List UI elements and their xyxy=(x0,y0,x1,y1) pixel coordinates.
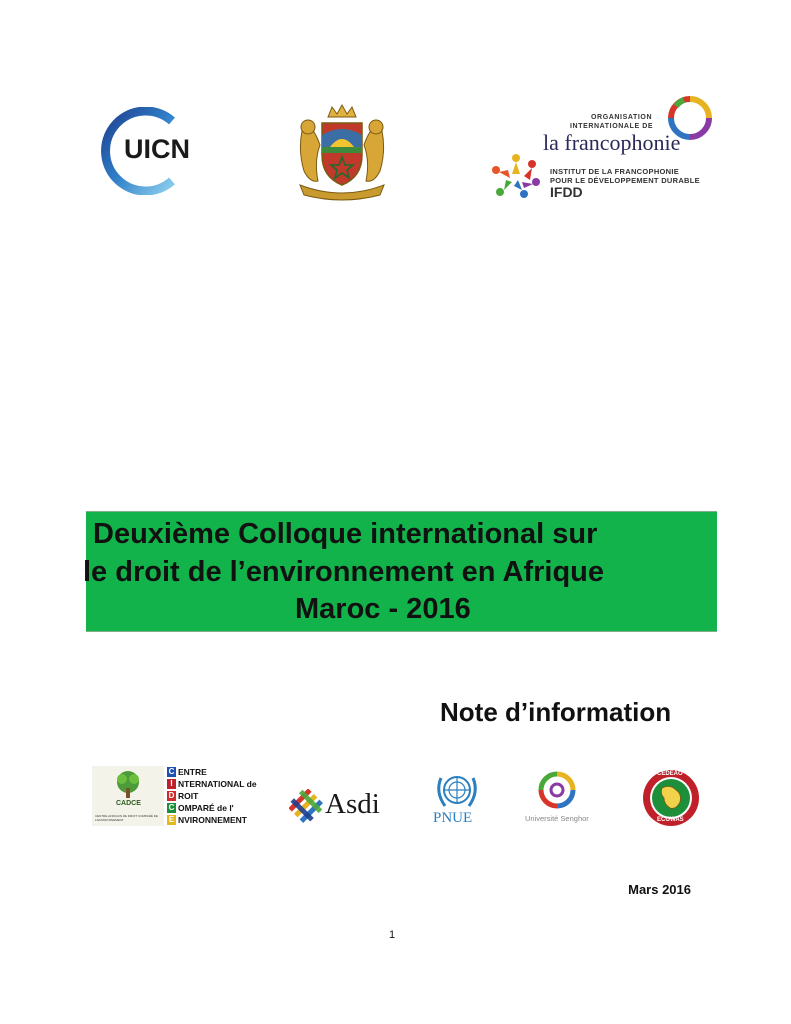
cidce-letter: C xyxy=(168,803,175,812)
cadce-logo xyxy=(92,766,164,826)
francophonie-logo xyxy=(488,92,718,200)
cidce-row xyxy=(167,767,272,779)
cedeao-bottom-text: ECOWAS xyxy=(657,817,684,823)
cidce-row-text: OMPARÉ de l' xyxy=(178,803,234,813)
ifdd-line2: POUR LE DÉVELOPPEMENT DURABLE xyxy=(550,176,700,185)
senghor-swirl-icon xyxy=(535,770,579,812)
title-line-3: Maroc - 2016 xyxy=(295,593,471,625)
senghor-wordmark: Université Senghor xyxy=(525,814,589,823)
morocco-coat-of-arms xyxy=(292,101,392,201)
page-number: 1 xyxy=(389,929,396,941)
un-emblem-icon xyxy=(431,770,483,812)
pnue-logo xyxy=(431,770,483,828)
title-line-2: le droit de l’environnement en Afrique xyxy=(83,556,604,588)
cidce-logo xyxy=(167,767,272,829)
francophonie-org-line2: INTERNATIONALE DE xyxy=(570,123,654,130)
cidce-letter: I xyxy=(167,779,176,789)
senghor-logo xyxy=(521,770,593,826)
cidce-row xyxy=(167,779,272,791)
pnue-wordmark: PNUE xyxy=(433,810,473,826)
uicn-logo xyxy=(94,107,196,195)
uicn-wordmark: UICN xyxy=(124,134,190,164)
asdi-logo xyxy=(289,786,393,826)
francophonie-ring-icon xyxy=(666,94,714,142)
cidce-row xyxy=(167,815,272,827)
cedeao-top-text: CEDEAO xyxy=(657,771,683,777)
cidce-row xyxy=(167,791,272,803)
francophonie-org-line1: ORGANISATION xyxy=(591,114,653,121)
cidce-letter: E xyxy=(168,815,175,824)
cidce-letter: C xyxy=(168,767,175,776)
cidce-row-text: ROIT xyxy=(178,791,199,801)
francophonie-wordmark: la francophonie xyxy=(543,130,681,155)
asdi-wordmark: Asdi xyxy=(325,788,380,820)
ifdd-acronym: IFDD xyxy=(550,184,583,200)
cidce-row-text: NTERNATIONAL de xyxy=(178,779,257,789)
title-line-1: Deuxième Colloque international sur xyxy=(93,518,598,550)
cidce-letter: D xyxy=(168,791,175,800)
cadce-label: CADCE xyxy=(116,800,141,807)
cedeao-logo xyxy=(640,768,702,828)
ifdd-people-icon xyxy=(488,152,544,198)
title-box xyxy=(83,511,717,632)
cadce-caption: CENTRE AFRICAIN DE DROIT COMPARÉ DE L'ENVIRONNEMENT xyxy=(95,814,158,822)
page-subtitle: Note d’information xyxy=(440,697,672,727)
ifdd-line1: INSTITUT DE LA FRANCOPHONIE xyxy=(550,167,680,176)
document-date: Mars 2016 xyxy=(628,882,691,897)
coat-of-arms-icon xyxy=(292,101,392,201)
asdi-weave-icon xyxy=(289,789,323,823)
cidce-row-text: NVIRONNEMENT xyxy=(178,815,247,825)
cidce-row xyxy=(167,803,272,815)
cidce-row-text: ENTRE xyxy=(178,767,207,777)
